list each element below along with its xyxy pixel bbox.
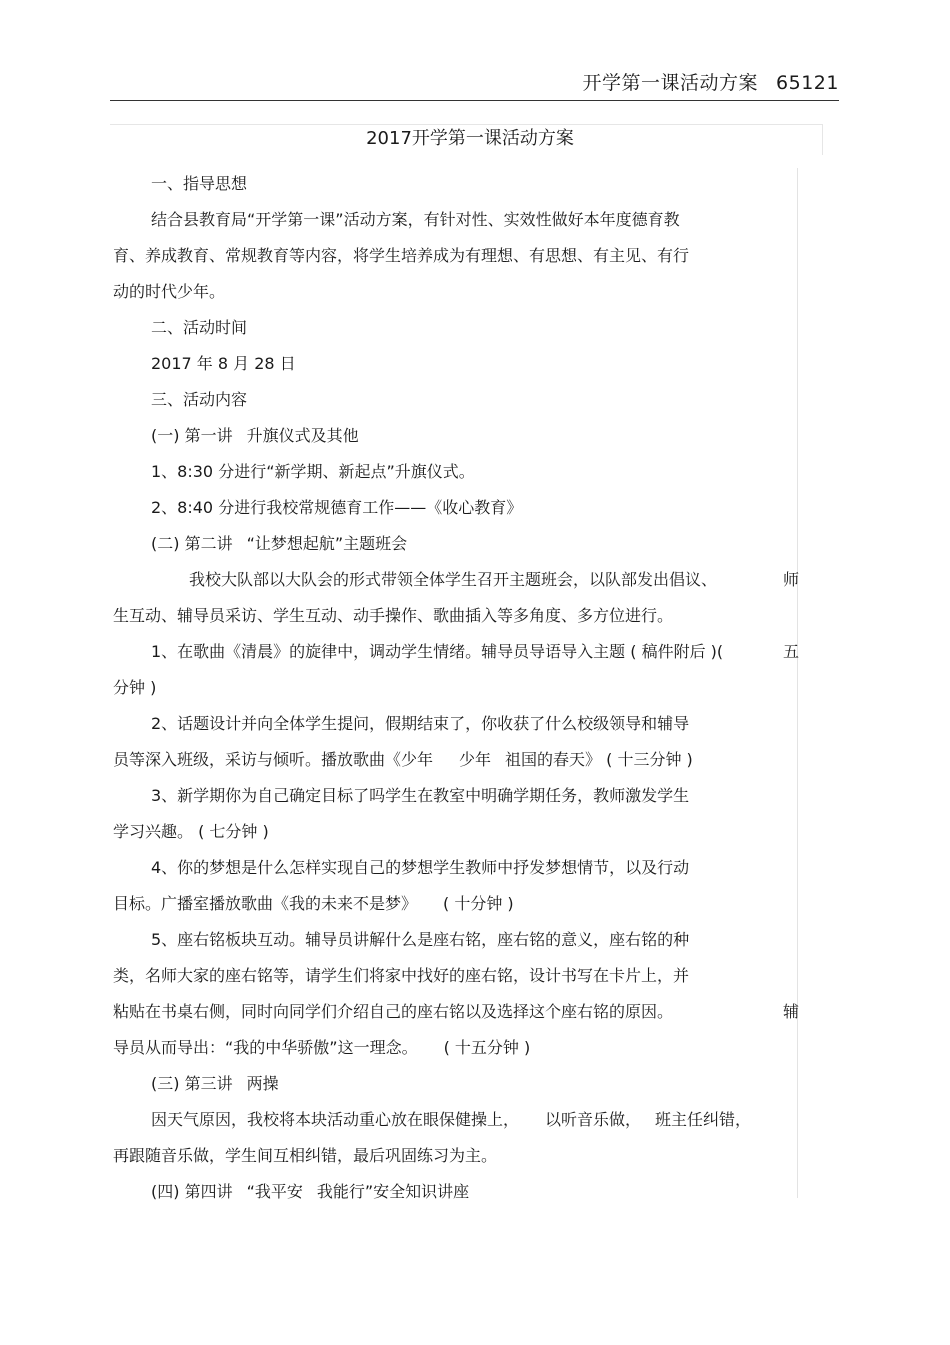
heading-guiding-ideology: 一、指导思想	[151, 174, 248, 193]
paragraph-line: 分钟 )	[113, 678, 157, 697]
paragraph-line: 3、新学期你为自己确定目标了吗学生在教室中明确学期任务，教师激发学生	[151, 786, 690, 805]
section-heading-3: (三) 第三讲 两操	[151, 1074, 279, 1093]
heading-activity-time: 二、活动时间	[151, 318, 248, 337]
paragraph-line: 导员从而导出：“我的中华骄傲”这一理念。 ( 十五分钟 )	[113, 1038, 531, 1057]
paragraph-line: 类，名师大家的座右铭等，请学生们将家中找好的座右铭，设计书写在卡片上，并	[113, 966, 690, 985]
list-item: 1、8:30 分进行“新学期、新起点”升旗仪式。	[151, 462, 475, 481]
paragraph-line: 5、座右铭板块互动。辅导员讲解什么是座右铭，座右铭的意义，座右铭的种	[151, 930, 690, 949]
header-code: 65121	[776, 72, 839, 94]
section-heading-1: (一) 第一讲 升旗仪式及其他	[151, 426, 359, 445]
section-heading-2: (二) 第二讲 “让梦想起航”主题班会	[151, 534, 408, 553]
paragraph-line: 4、你的梦想是什么怎样实现自己的梦想学生教师中抒发梦想情节，以及行动	[151, 858, 690, 877]
paragraph-line: 再跟随音乐做，学生间互相纠错，最后巩固练习为主。	[113, 1146, 498, 1165]
paragraph-line: 生互动、辅导员采访、学生互动、动手操作、歌曲插入等多角度、多方位进行。	[113, 606, 674, 625]
paragraph-line: 粘贴在书桌右侧，同时向同学们介绍自己的座右铭以及选择这个座右铭的原因。 辅	[113, 1002, 799, 1021]
paragraph-line: 因天气原因，我校将本块活动重心放在眼保健操上， 以听音乐做， 班主任纠错，	[151, 1110, 752, 1129]
heading-activity-content: 三、活动内容	[151, 390, 248, 409]
header-title: 开学第一课活动方案	[582, 72, 759, 94]
paragraph-line: 学习兴趣。 ( 七分钟 )	[113, 822, 269, 841]
paragraph-line: 动的时代少年。	[113, 282, 226, 301]
section-heading-4: (四) 第四讲 “我平安 我能行”安全知识讲座	[151, 1182, 470, 1201]
paragraph-line: 2、话题设计并向全体学生提问，假期结束了，你收获了什么校级领导和辅导	[151, 714, 690, 733]
paragraph-line: 目标。广播室播放歌曲《我的未来不是梦》 ( 十分钟 )	[113, 894, 514, 913]
list-item: 2、8:40 分进行我校常规德育工作——《收心教育》	[151, 498, 523, 517]
paragraph-line: 结合县教育局“开学第一课”活动方案，有针对性、实效性做好本年度德育教	[151, 210, 680, 229]
paragraph-line: 1、在歌曲《清晨》的旋律中，调动学生情绪。辅导员导语导入主题 ( 稿件附后 )( 五	[151, 642, 799, 661]
activity-date: 2017 年 8 月 28 日	[151, 354, 296, 373]
paragraph-line: 育、养成教育、常规教育等内容，将学生培养成为有理想、有思想、有主见、有行	[113, 246, 690, 265]
paragraph-line: 我校大队部以大队会的形式带领全体学生召开主题班会，以队部发出倡议、 师	[189, 570, 799, 589]
paragraph-line: 员等深入班级，采访与倾听。播放歌曲《少年 少年 祖国的春天》 ( 十三分钟 )	[113, 750, 693, 769]
page-header	[110, 66, 839, 101]
document-title: 2017开学第一课活动方案	[366, 128, 574, 149]
document-body	[113, 166, 799, 1210]
